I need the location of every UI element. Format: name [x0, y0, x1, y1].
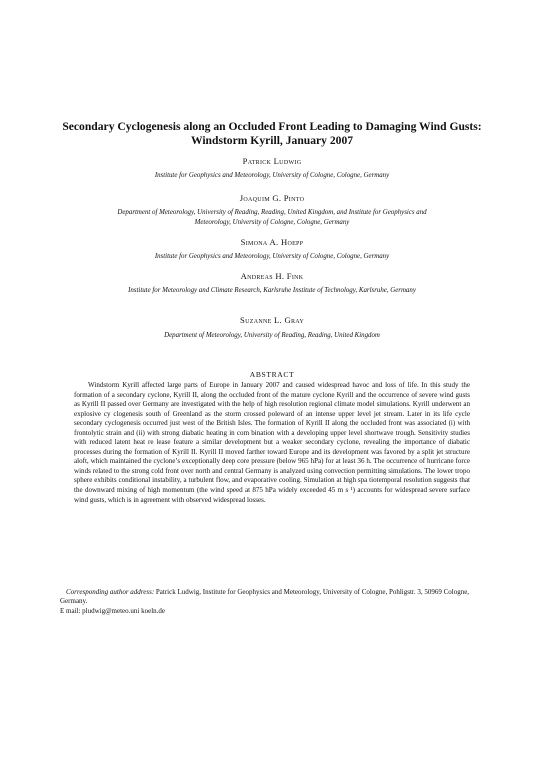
author-affiliation: Institute for Meteorology and Climate Research, Karlsruhe Institute of Technology, Karlsruhe, Germany	[128, 287, 416, 294]
author-name: Suzanne L. Gray	[240, 315, 304, 325]
corresponding-author-footnote	[60, 588, 484, 616]
abstract-heading: ABSTRACT	[249, 370, 295, 379]
author-name: Patrick Ludwig	[242, 156, 302, 166]
abstract-body: Windstorm Kyrill affected large parts of Europe in January 2007 and caused widespread havoc and loss of life. In this study the formation of a secondary cyclone, Kyrill II, along the occluded front of the mature cyclone Kyrill and the occurrence of severe wind gusts as Kyrill II passed over Germany are investigated with the help of high resolution regional climate model simulations. Kyrill underwent an explosive cy clogenesis south of Greenland as the storm crossed poleward of an intense upper level jet stream. Later in its life cycle secondary cyclogenesis occurred just west of the British Isles. The formation of Kyrill II along the occluded front was associated (i) with frontolytic strain and (ii) with strong diabatic heating in com bination with a developing upper level shortwave trough. Sensitivity studies with reduced latent heat re lease feature a similar development but a weaker secondary cyclone, revealing the importance of diabatic processes during the formation of Kyrill II. Kyrill II moved farther toward Europe and its development was favored by a split jet structure aloft, which maintained the cyclone’s exceptionally deep core pressure (below 965 hPa) for at least 36 h. The occurrence of hurricane force winds related to the strong cold front over north and central Germany is analyzed using convection permitting simulations. The lower tropo sphere exhibits conditional instability, a turbulent flow, and evaporative cooling. Simulation at high spa tiotemporal resolution suggests that the downward mixing of high momentum (the wind speed at 875 hPa widely exceeded 45 m s ¹) accounts for widespread severe surface wind gusts, which is in agreement with observed widespread losses.	[74, 381, 470, 504]
author-name: Simona A. Hoepp	[240, 237, 304, 247]
footnote-address: Patrick Ludwig, Institute for Geophysics and Meteorology, University of Cologne, Pohligstr. 3, 50969 Cologne, Germany.	[60, 588, 470, 606]
author-name: Joaquim G. Pinto	[239, 193, 305, 203]
footnote-email: E mail: pludwig@meteo.uni koeln.de	[60, 606, 166, 615]
author-affiliation: Department of Meteorology, University of Reading, Reading, United Kingdom, and Institute for Geophysics and Meteorology, University of Cologne, Cologne, Germany	[117, 209, 427, 226]
author-affiliation: Institute for Geophysics and Meteorology, University of Cologne, Cologne, Germany	[154, 172, 390, 179]
paper-title: Secondary Cyclogenesis along an Occluded Front Leading to Damaging Wind Gusts: Windstorm Kyrill, January 2007	[62, 120, 482, 147]
footnote-label: Corresponding author address:	[66, 588, 155, 596]
author-affiliation: Institute for Geophysics and Meteorology, University of Cologne, Cologne, Germany	[154, 253, 390, 260]
author-name: Andreas H. Fink	[240, 271, 304, 281]
author-affiliation: Department of Meteorology, University of Reading, Reading, United Kingdom	[164, 332, 380, 339]
